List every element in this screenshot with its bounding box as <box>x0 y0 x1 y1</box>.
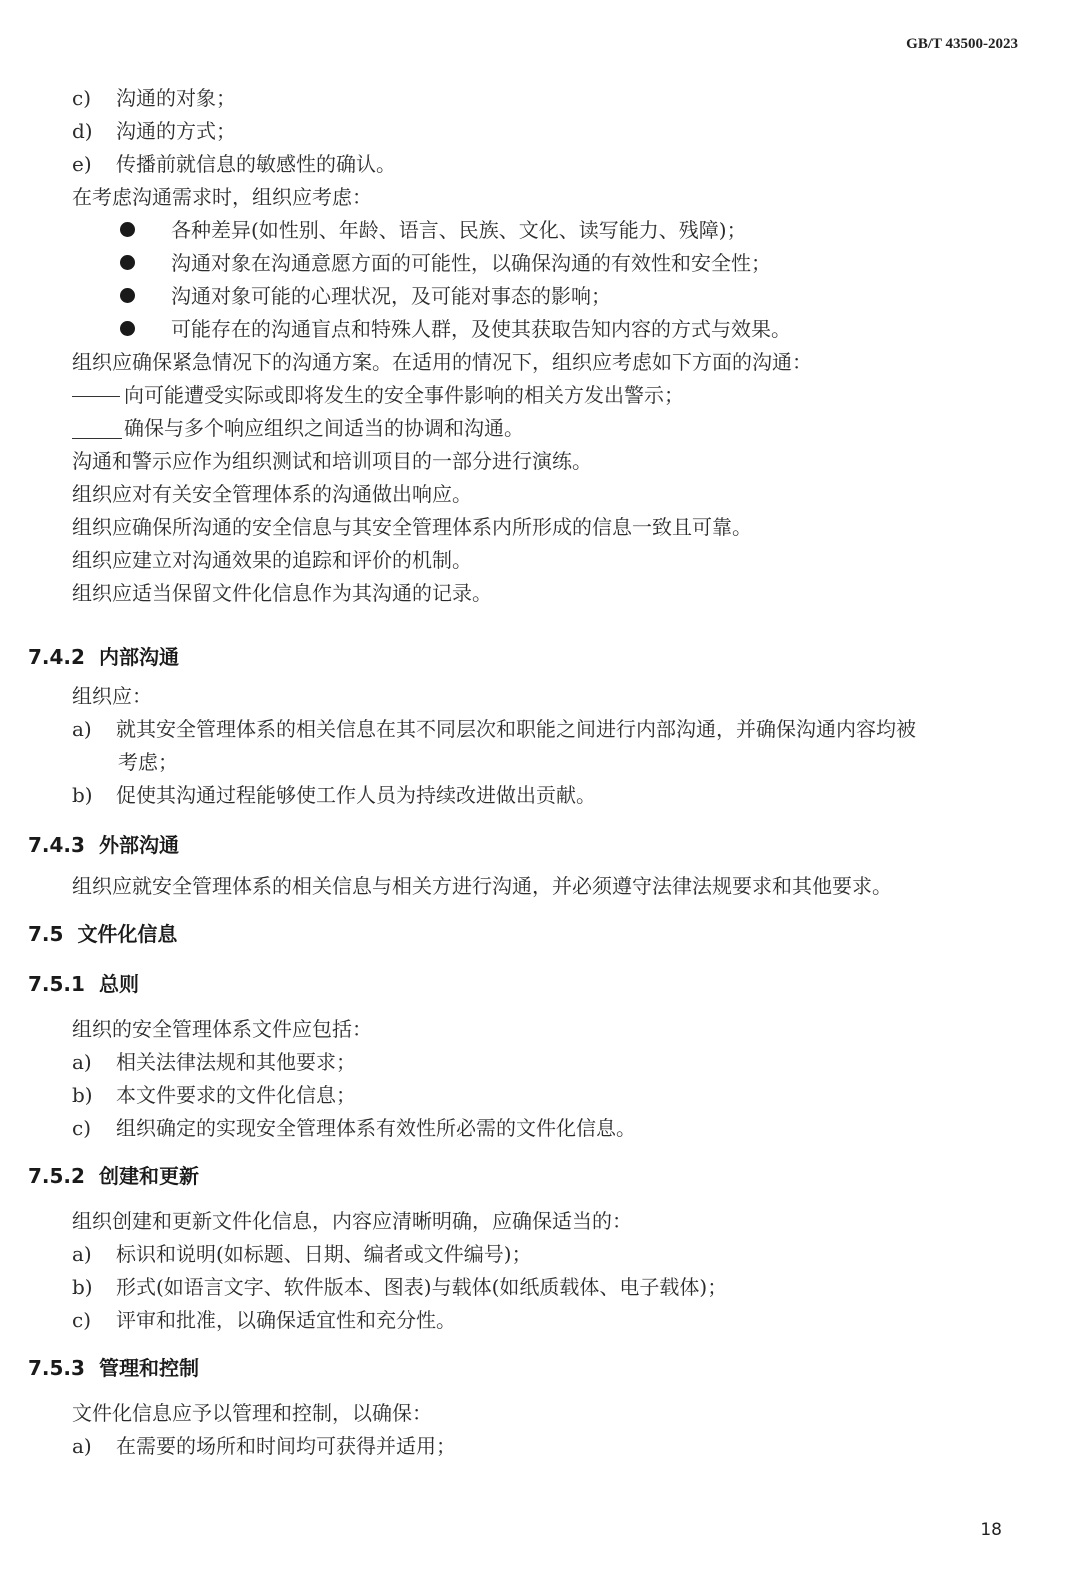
section-title: 内部沟通 <box>98 645 179 669</box>
section-heading <box>0 967 1080 1001</box>
section-heading <box>0 1159 1080 1193</box>
section-title: 创建和更新 <box>98 1164 199 1188</box>
list-marker: a) <box>72 717 92 741</box>
list-text: 沟通的对象； <box>116 86 236 110</box>
bullet-icon <box>120 288 135 303</box>
dash-marker <box>72 396 120 397</box>
section-number: 7.5 <box>28 922 64 946</box>
list-marker: b) <box>72 1083 93 1107</box>
bullet-item <box>0 280 1080 313</box>
list-marker: c) <box>72 1116 92 1140</box>
paragraph: 组织应对有关安全管理体系的沟通做出响应。 <box>72 482 472 506</box>
list-text: 沟通的方式； <box>116 119 236 143</box>
page-number: 18 <box>980 1520 1002 1540</box>
section-heading <box>0 828 1080 862</box>
bullet-icon <box>120 321 135 336</box>
paragraph: 组织应适当保留文件化信息作为其沟通的记录。 <box>72 581 492 605</box>
bullet-text: 沟通对象可能的心理状况，及可能对事态的影响； <box>171 284 611 308</box>
bullet-icon <box>120 255 135 270</box>
list-item <box>0 713 1080 746</box>
section-title: 文件化信息 <box>77 922 178 946</box>
paragraph: 组织的安全管理体系文件应包括： <box>72 1017 372 1041</box>
list-text: 组织确定的实现安全管理体系有效性所必需的文件化信息。 <box>116 1116 636 1140</box>
section-number: 7.4.3 <box>28 833 85 857</box>
blank-marker <box>72 418 122 439</box>
list-item-continuation: 考虑； <box>118 750 178 774</box>
list-item <box>0 1079 1080 1112</box>
list-marker: a) <box>72 1434 92 1458</box>
standard-code: GB/T 43500-2023 <box>906 36 1018 52</box>
section-heading <box>0 917 1080 951</box>
list-marker: d) <box>72 119 93 143</box>
section-title: 外部沟通 <box>98 833 179 857</box>
list-text: 就其安全管理体系的相关信息在其不同层次和职能之间进行内部沟通，并确保沟通内容均被 <box>116 717 916 741</box>
paragraph: 组织应： <box>72 684 152 708</box>
list-item <box>0 1271 1080 1304</box>
list-marker: a) <box>72 1242 92 1266</box>
paragraph: 文件化信息应予以管理和控制，以确保： <box>72 1401 432 1425</box>
list-text: 评审和批准，以确保适宜性和充分性。 <box>116 1308 456 1332</box>
list-item <box>0 1046 1080 1079</box>
dash-item <box>0 379 1080 412</box>
section-heading <box>0 640 1080 674</box>
dash-item <box>0 412 1080 445</box>
section-number: 7.4.2 <box>28 645 85 669</box>
paragraph: 组织应确保紧急情况下的沟通方案。在适用的情况下，组织应考虑如下方面的沟通： <box>72 350 812 374</box>
section-heading <box>0 1351 1080 1385</box>
list-text: 在需要的场所和时间均可获得并适用； <box>116 1434 456 1458</box>
section-number: 7.5.2 <box>28 1164 85 1188</box>
list-item <box>0 148 1080 181</box>
bullet-item <box>0 214 1080 247</box>
list-item <box>0 1304 1080 1337</box>
section-number: 7.5.1 <box>28 972 85 996</box>
section-title: 管理和控制 <box>98 1356 199 1380</box>
section-number: 7.5.3 <box>28 1356 85 1380</box>
list-item <box>0 1430 1080 1463</box>
list-marker: b) <box>72 783 93 807</box>
paragraph: 沟通和警示应作为组织测试和培训项目的一部分进行演练。 <box>72 449 592 473</box>
list-item <box>0 779 1080 812</box>
list-item <box>0 115 1080 148</box>
bullet-text: 各种差异(如性别、年龄、语言、民族、文化、读写能力、残障)； <box>171 218 747 242</box>
bullet-item <box>0 313 1080 346</box>
paragraph: 组织应就安全管理体系的相关信息与相关方进行沟通，并必须遵守法律法规要求和其他要求。 <box>72 874 892 898</box>
list-item <box>0 1238 1080 1271</box>
list-item <box>0 1112 1080 1145</box>
bullet-text: 沟通对象在沟通意愿方面的可能性，以确保沟通的有效性和安全性； <box>171 251 771 275</box>
section-title: 总则 <box>98 972 139 996</box>
list-item <box>0 82 1080 115</box>
bullet-item <box>0 247 1080 280</box>
list-text: 形式(如语言文字、软件版本、图表)与载体(如纸质载体、电子载体)； <box>116 1275 728 1299</box>
list-text: 相关法律法规和其他要求； <box>116 1050 356 1074</box>
list-text: 标识和说明(如标题、日期、编者或文件编号)； <box>116 1242 532 1266</box>
list-marker: a) <box>72 1050 92 1074</box>
dash-text: 确保与多个响应组织之间适当的协调和沟通。 <box>124 416 524 440</box>
bullet-text: 可能存在的沟通盲点和特殊人群，及使其获取告知内容的方式与效果。 <box>171 317 791 341</box>
paragraph: 组织应确保所沟通的安全信息与其安全管理体系内所形成的信息一致且可靠。 <box>72 515 752 539</box>
paragraph: 组织应建立对沟通效果的追踪和评价的机制。 <box>72 548 472 572</box>
list-marker: c) <box>72 1308 92 1332</box>
paragraph: 组织创建和更新文件化信息，内容应清晰明确，应确保适当的： <box>72 1209 632 1233</box>
list-marker: b) <box>72 1275 93 1299</box>
list-text: 传播前就信息的敏感性的确认。 <box>116 152 396 176</box>
list-text: 本文件要求的文件化信息； <box>116 1083 356 1107</box>
document-body <box>0 82 1080 1463</box>
list-marker: c) <box>72 86 92 110</box>
list-text: 促使其沟通过程能够使工作人员为持续改进做出贡献。 <box>116 783 596 807</box>
dash-text: 向可能遭受实际或即将发生的安全事件影响的相关方发出警示； <box>124 383 684 407</box>
bullet-icon <box>120 222 135 237</box>
list-marker: e) <box>72 152 92 176</box>
paragraph: 在考虑沟通需求时，组织应考虑： <box>72 185 372 209</box>
